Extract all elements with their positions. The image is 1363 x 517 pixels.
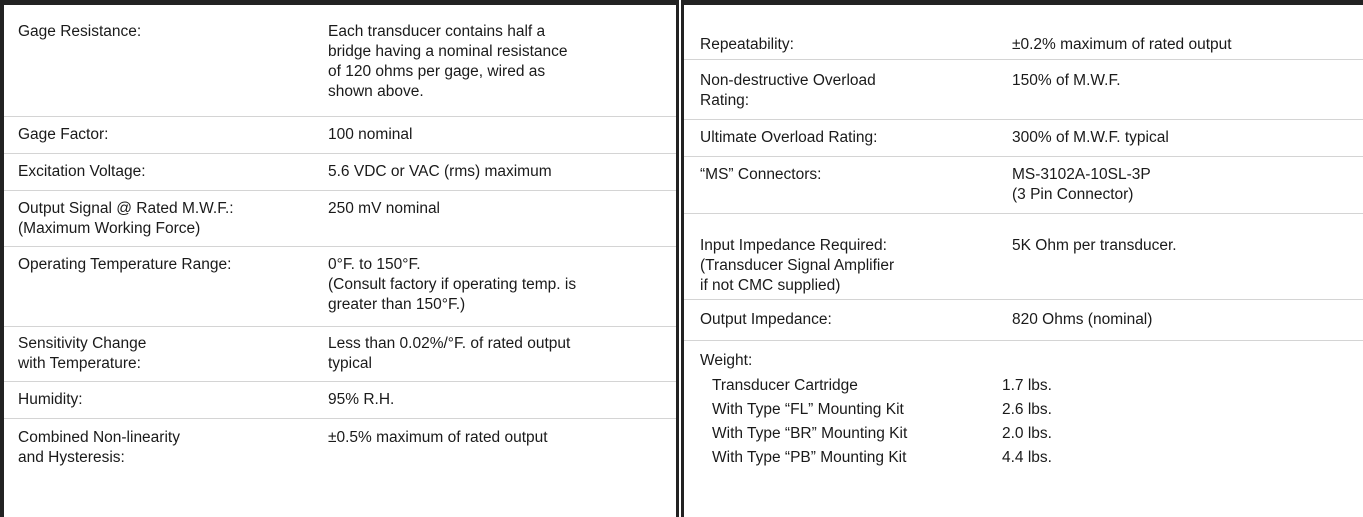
spec-row-repeatability — [684, 5, 1363, 60]
spec-value: 0°F. to 150°F. (Consult factory if operating temp. is greater than 150°F.) — [328, 256, 577, 313]
spec-row-gage-resistance — [4, 5, 676, 117]
spec-label: Sensitivity Change with Temperature: — [18, 335, 147, 372]
spec-label: Ultimate Overload Rating: — [700, 129, 878, 146]
spec-value: 5K Ohm per transducer. — [1012, 237, 1177, 254]
spec-row-humidity — [4, 382, 676, 419]
spec-label: With Type “PB” Mounting Kit — [712, 449, 907, 466]
spec-label: With Type “FL” Mounting Kit — [712, 401, 904, 418]
spec-row-ultimate-overload — [684, 120, 1363, 157]
spec-label: Gage Factor: — [18, 126, 109, 143]
spec-label: Non-destructive Overload Rating: — [700, 72, 876, 109]
spec-value: ±0.2% maximum of rated output — [1012, 36, 1232, 53]
spec-row-input-impedance — [684, 214, 1363, 300]
spec-label: “MS” Connectors: — [700, 166, 822, 183]
spec-row-output-impedance — [684, 300, 1363, 341]
right-spec-table — [684, 5, 1363, 470]
spec-label: Transducer Cartridge — [712, 377, 858, 394]
spec-value: MS-3102A-10SL-3P (3 Pin Connector) — [1012, 166, 1151, 203]
spec-row-sensitivity-change — [4, 327, 676, 382]
spec-label: Input Impedance Required: (Transducer Signal Amplifier if not CMC supplied) — [700, 237, 895, 294]
spec-label: Gage Resistance: — [18, 23, 142, 40]
spec-value: Each transducer contains half a bridge having a nominal resistance of 120 ohms per gage, wired as shown above. — [328, 23, 568, 100]
spec-row-output-signal — [4, 191, 676, 247]
spec-value: 5.6 VDC or VAC (rms) maximum — [328, 163, 552, 180]
spec-label: Humidity: — [18, 391, 83, 408]
spec-row-non-linearity — [4, 419, 676, 479]
column-divider — [676, 0, 684, 517]
spec-label: Output Signal @ Rated M.W.F.: (Maximum Working Force) — [18, 200, 234, 237]
spec-row-non-destructive-overload — [684, 60, 1363, 120]
spec-label: Output Impedance: — [700, 311, 832, 328]
spec-value: 2.0 lbs. — [1002, 425, 1052, 442]
spec-row-ms-connectors — [684, 157, 1363, 214]
spec-value: 2.6 lbs. — [1002, 401, 1052, 418]
spec-row-gage-factor — [4, 117, 676, 154]
spec-row-operating-temperature — [4, 247, 676, 327]
spec-value: 100 nominal — [328, 126, 413, 143]
spec-value: 250 mV nominal — [328, 200, 441, 217]
spec-row-excitation-voltage — [4, 154, 676, 191]
spec-row-weight-cartridge — [684, 374, 1363, 398]
spec-value: 4.4 lbs. — [1002, 449, 1052, 466]
spec-row-weight-fl-kit — [684, 398, 1363, 422]
spec-value: ±0.5% maximum of rated output — [328, 429, 548, 446]
spec-row-weight-br-kit — [684, 422, 1363, 446]
spec-value: Less than 0.02%/°F. of rated output typical — [328, 335, 571, 372]
spec-value: 150% of M.W.F. — [1012, 72, 1121, 89]
spec-value: 1.7 lbs. — [1002, 377, 1052, 394]
left-spec-table — [4, 5, 676, 479]
spec-row-weight-pb-kit — [684, 446, 1363, 470]
spec-label: Operating Temperature Range: — [18, 256, 232, 273]
spec-label: Repeatability: — [700, 36, 794, 53]
spec-label: With Type “BR” Mounting Kit — [712, 425, 908, 442]
spec-label: Excitation Voltage: — [18, 163, 146, 180]
spec-value: 820 Ohms (nominal) — [1012, 311, 1153, 328]
spec-value: 300% of M.W.F. typical — [1012, 129, 1169, 146]
spec-label: Weight: — [700, 352, 753, 369]
spec-row-weight — [684, 341, 1363, 374]
spec-value — [994, 351, 1354, 374]
spec-value: 95% R.H. — [328, 391, 395, 408]
spec-label: Combined Non-linearity and Hysteresis: — [18, 429, 180, 466]
